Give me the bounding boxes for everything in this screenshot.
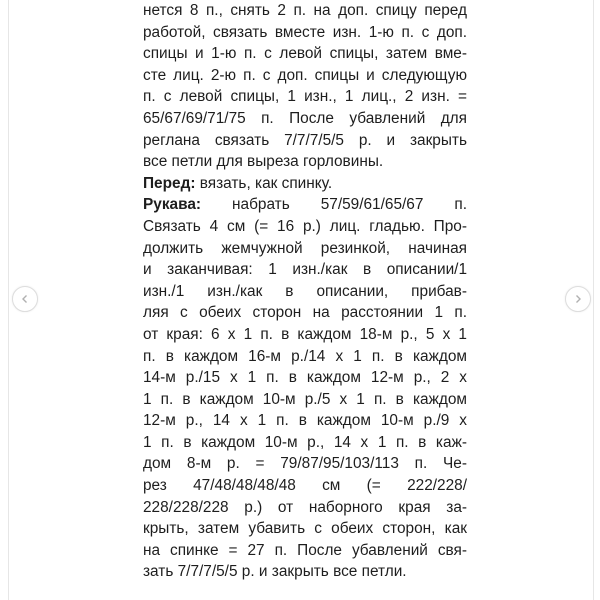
text-line: зать 7/7/7/5/5 р. и закрыть все петли. <box>143 563 407 581</box>
text-line: 1 п. в каждом 10-м р./5 х 1 п. в каждом <box>143 390 467 408</box>
text-line: 14-м р./15 х 1 п. в каждом 12-м р., 2 х <box>143 369 467 387</box>
text-line: все петли для выреза горловины. <box>143 153 384 171</box>
text-line: п. с левой спицы, 1 изн., 1 лиц., 2 изн. = <box>143 88 467 106</box>
text-line: 12-м р., 14 х 1 п. в каждом 10-м р./9 х <box>143 412 467 430</box>
sleeves-heading: Рукава: <box>143 196 202 214</box>
text-line: п. в каждом 16-м р./14 х 1 п. в каждом <box>143 347 467 365</box>
sleeves-section <box>143 194 467 216</box>
front-text: вязать, как спинку. <box>195 174 333 192</box>
text-line: ляя с обеих сторон на расстоянии 1 п. <box>143 304 467 322</box>
text-line: на спинке = 27 п. После убавлений свя- <box>143 541 467 559</box>
chevron-left-icon <box>19 293 31 305</box>
text-line: нется 8 п., снять 2 п. на доп. спицу перед <box>143 2 467 19</box>
text-line: от края: 6 х 1 п. в каждом 18-м р., 5 х 1 <box>143 325 467 343</box>
text-line: реглана связать 7/7/7/5/5 р. и закрыть <box>143 131 467 149</box>
text-line: 228/228/228 р.) от наборного края за- <box>143 498 467 516</box>
prev-arrow-button[interactable] <box>12 286 38 312</box>
chevron-right-icon <box>572 293 584 305</box>
front-heading: Перед: <box>143 174 196 192</box>
text-line: работой, связать вместе изн. 1-ю п. с доп. <box>143 23 467 41</box>
text-line: спицы и 1-ю п. с левой спицы, затем вме- <box>143 45 467 63</box>
text-line: рез 47/48/48/48/48 см (= 222/228/ <box>143 477 467 495</box>
front-section <box>143 173 467 195</box>
sleeves-first-text: набрать 57/59/61/65/67 п. <box>201 196 467 214</box>
next-arrow-button[interactable] <box>565 286 591 312</box>
text-line: должить жемчужной резинкой, начиная <box>143 239 467 257</box>
text-line: крыть, затем убавить с обеих сторон, как <box>143 520 467 538</box>
text-line: 65/67/69/71/75 п. После убавлений для <box>143 109 467 127</box>
text-line: изн./1 изн./как в описании, прибав- <box>143 282 467 300</box>
text-line: сте лиц. 2-ю п. с доп. спицы и следующую <box>143 66 467 84</box>
text-line: Связать 4 см (= 16 р.) лиц. гладью. Про- <box>143 217 467 235</box>
document-text <box>143 0 467 583</box>
text-line: дом 8-м р. = 79/87/95/103/113 п. Че- <box>143 455 467 473</box>
text-line: 1 п. в каждом 10-м р., 14 х 1 п. в каж- <box>143 433 467 451</box>
text-line: и заканчивая: 1 изн./как в описании/1 <box>143 261 467 279</box>
